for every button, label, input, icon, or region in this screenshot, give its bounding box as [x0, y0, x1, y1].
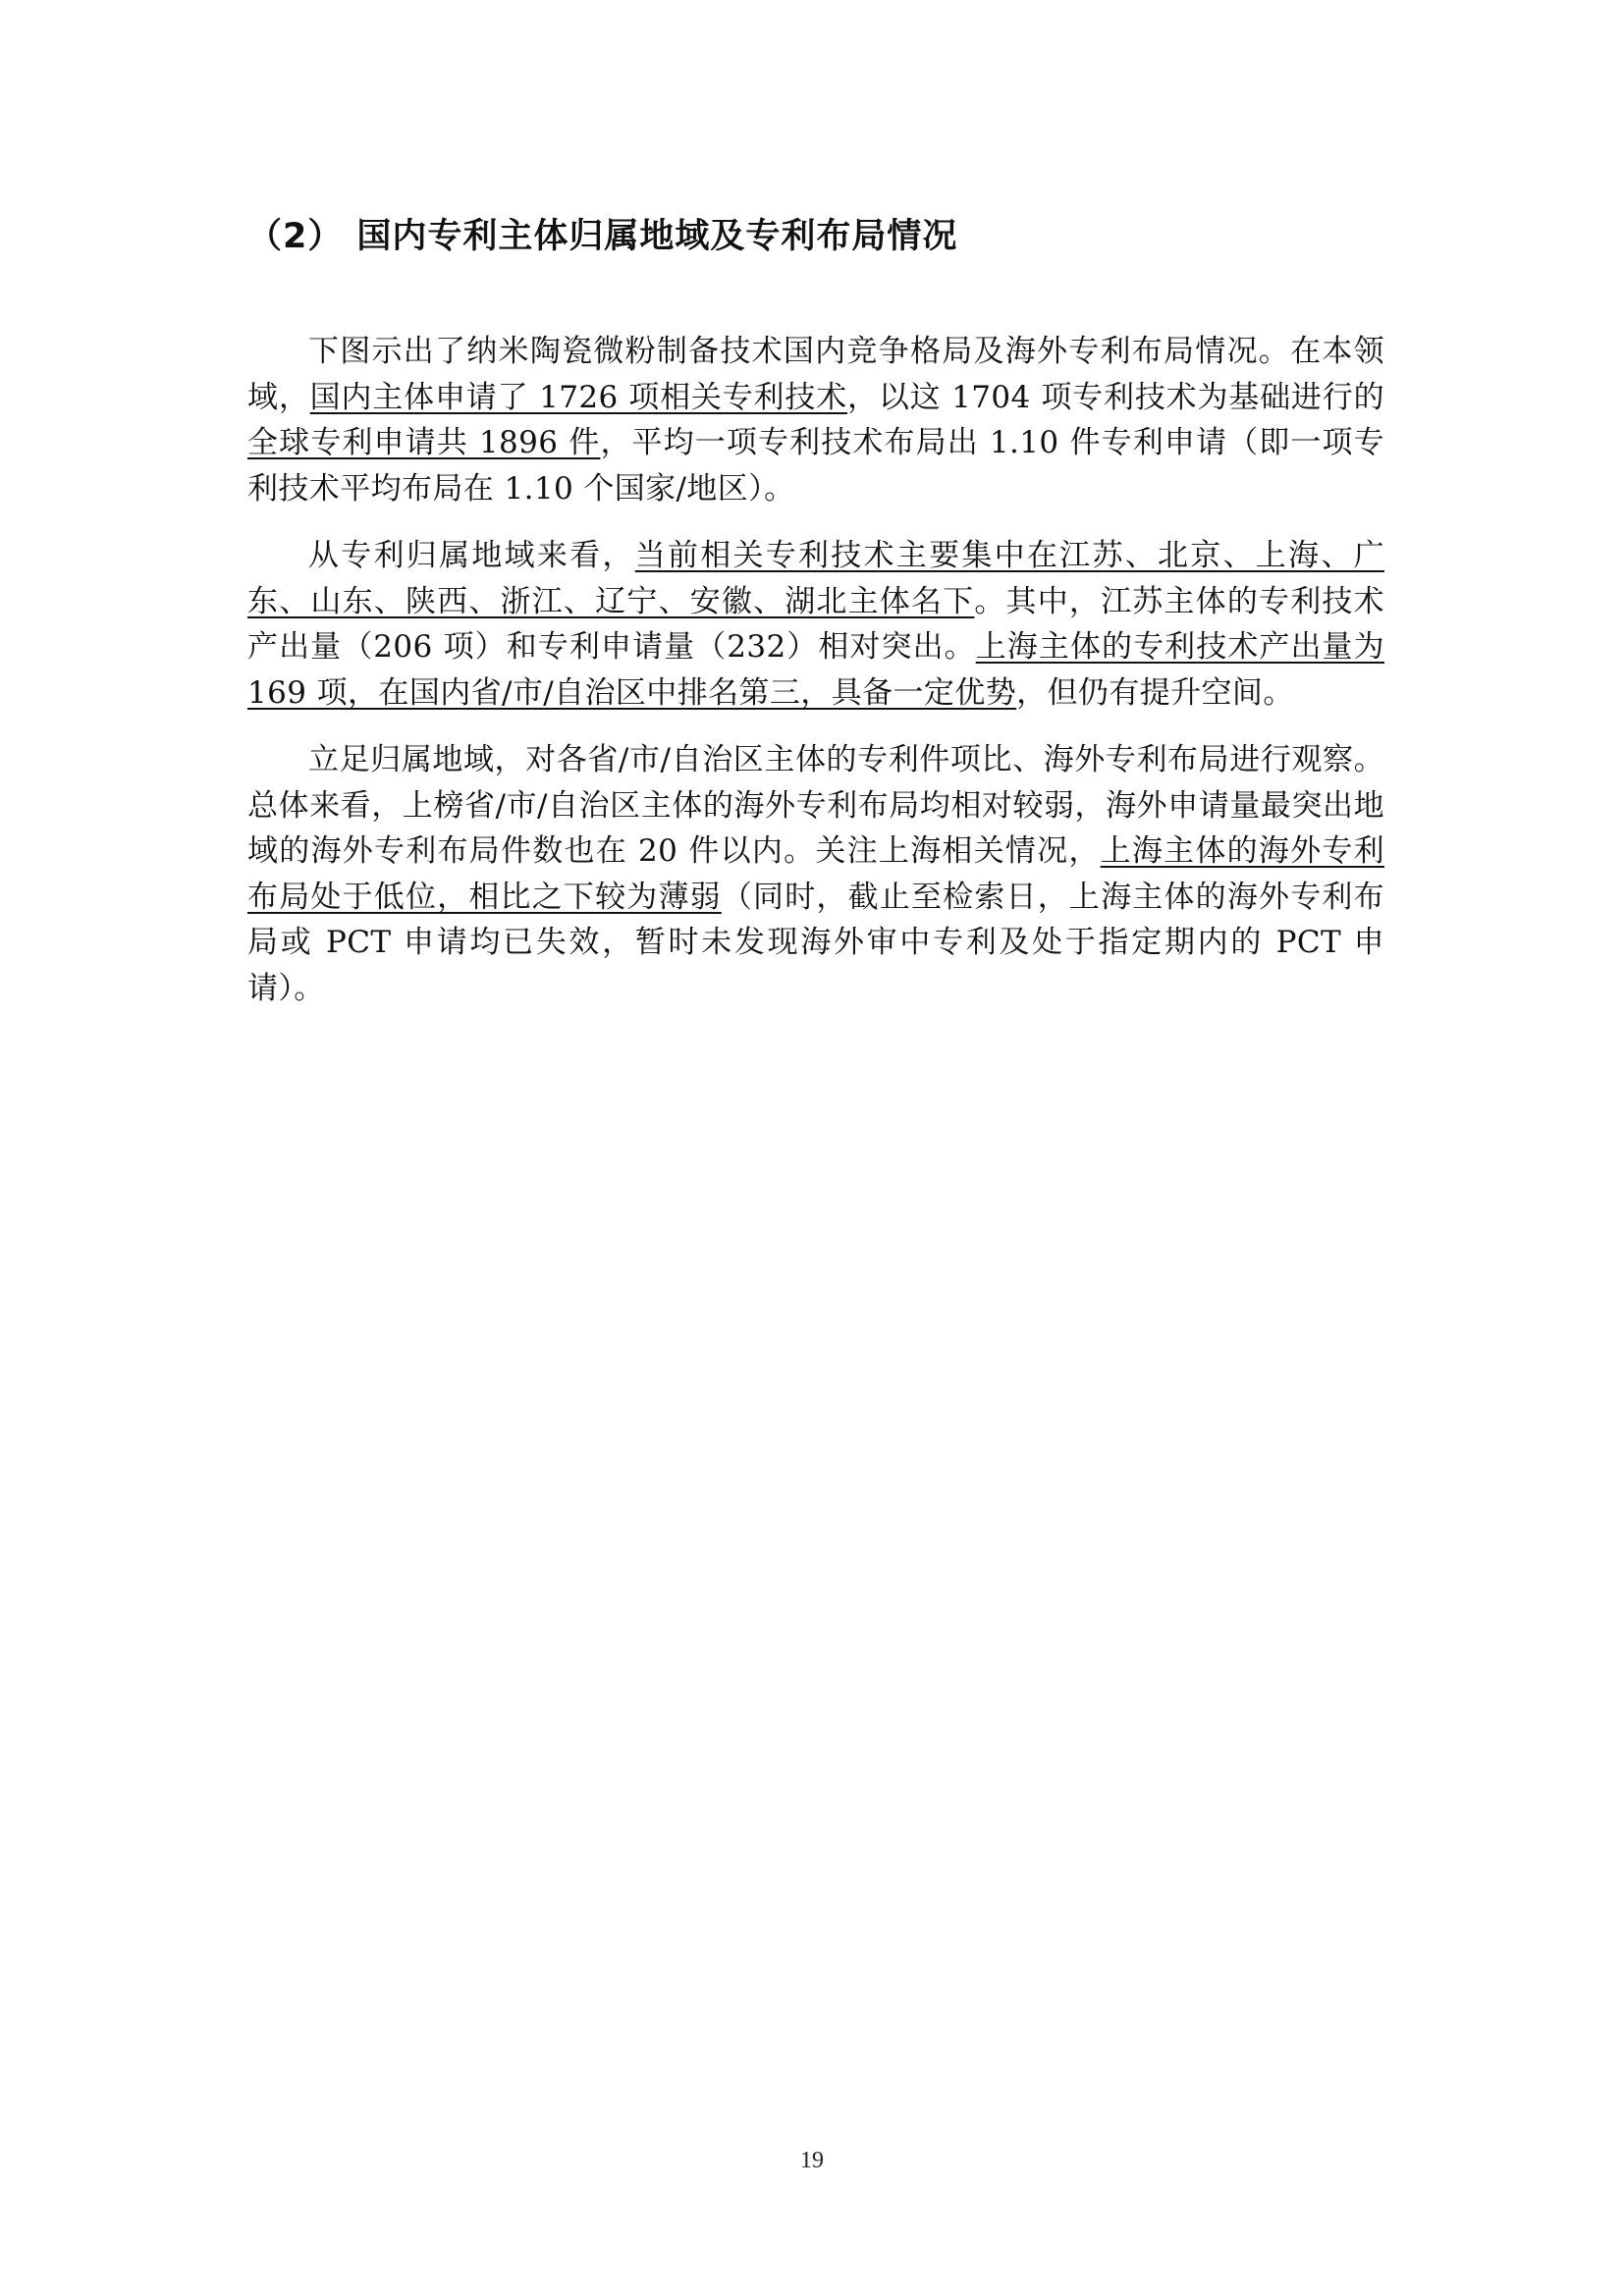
paragraph-text: （同时，截止至检索日，上海主体的海外专利布局或 PCT 申请均已失效，暂时未发现海外审中专利及处于指定期内的 PCT 申请）。 [247, 879, 1384, 1006]
paragraph-text: 从专利归属地域来看， [308, 538, 635, 573]
body-text [247, 329, 1384, 1033]
underlined-text: 上海主体的专利技术产出量为 169 项，在国内省/市/自治区中排名第三，具备一定优势 [247, 629, 1385, 711]
paragraph-text: 下图示出了纳米陶瓷微粉制备技术国内竞争格局及海外专利布局情况。在本领域， [247, 334, 1384, 415]
section-heading [247, 212, 1406, 261]
paragraph-text: ，平均一项专利技术布局出 1.10 件专利申请（即一项专利技术平均布局在 1.10 个国家/地区）。 [247, 425, 1384, 507]
paragraph-text: 。其中，江苏主体的专利技术产出量（206 项）和专利申请量（232）相对突出。 [247, 583, 1385, 665]
paragraph-1 [247, 329, 1384, 511]
paragraph-2 [247, 533, 1384, 716]
underlined-text: 全球专利申请共 1896 件 [247, 425, 601, 460]
section-title: 国内专利主体归属地域及专利布局情况 [356, 217, 958, 256]
underlined-text: 上海主体的海外专利布局处于低位，相比之下较为薄弱 [247, 833, 1384, 915]
underlined-text: 当前相关专利技术主要集中在江苏、北京、上海、广东、山东、陕西、浙江、辽宁、安徽、湖北主体名下 [247, 538, 1384, 619]
paragraph-text: ，但仍有提升空间。 [1016, 674, 1294, 711]
paragraph-text: 立足归属地域，对各省/市/自治区主体的专利件项比、海外专利布局进行观察。总体来看，上榜省/市/自治区主体的海外专利布局均相对较弱，海外申请量最突出地域的海外专利布局件数也在 20 件以内。关注上海相关情况， [247, 742, 1384, 869]
paragraph-text: ，以这 1704 项专利技术为基础进行的 [847, 379, 1384, 415]
underlined-text: 国内主体申请了 1726 项相关专利技术 [309, 379, 848, 415]
page-number: 19 [800, 2148, 824, 2173]
paragraph-3 [247, 737, 1384, 1011]
section-number: （2） [247, 217, 344, 256]
